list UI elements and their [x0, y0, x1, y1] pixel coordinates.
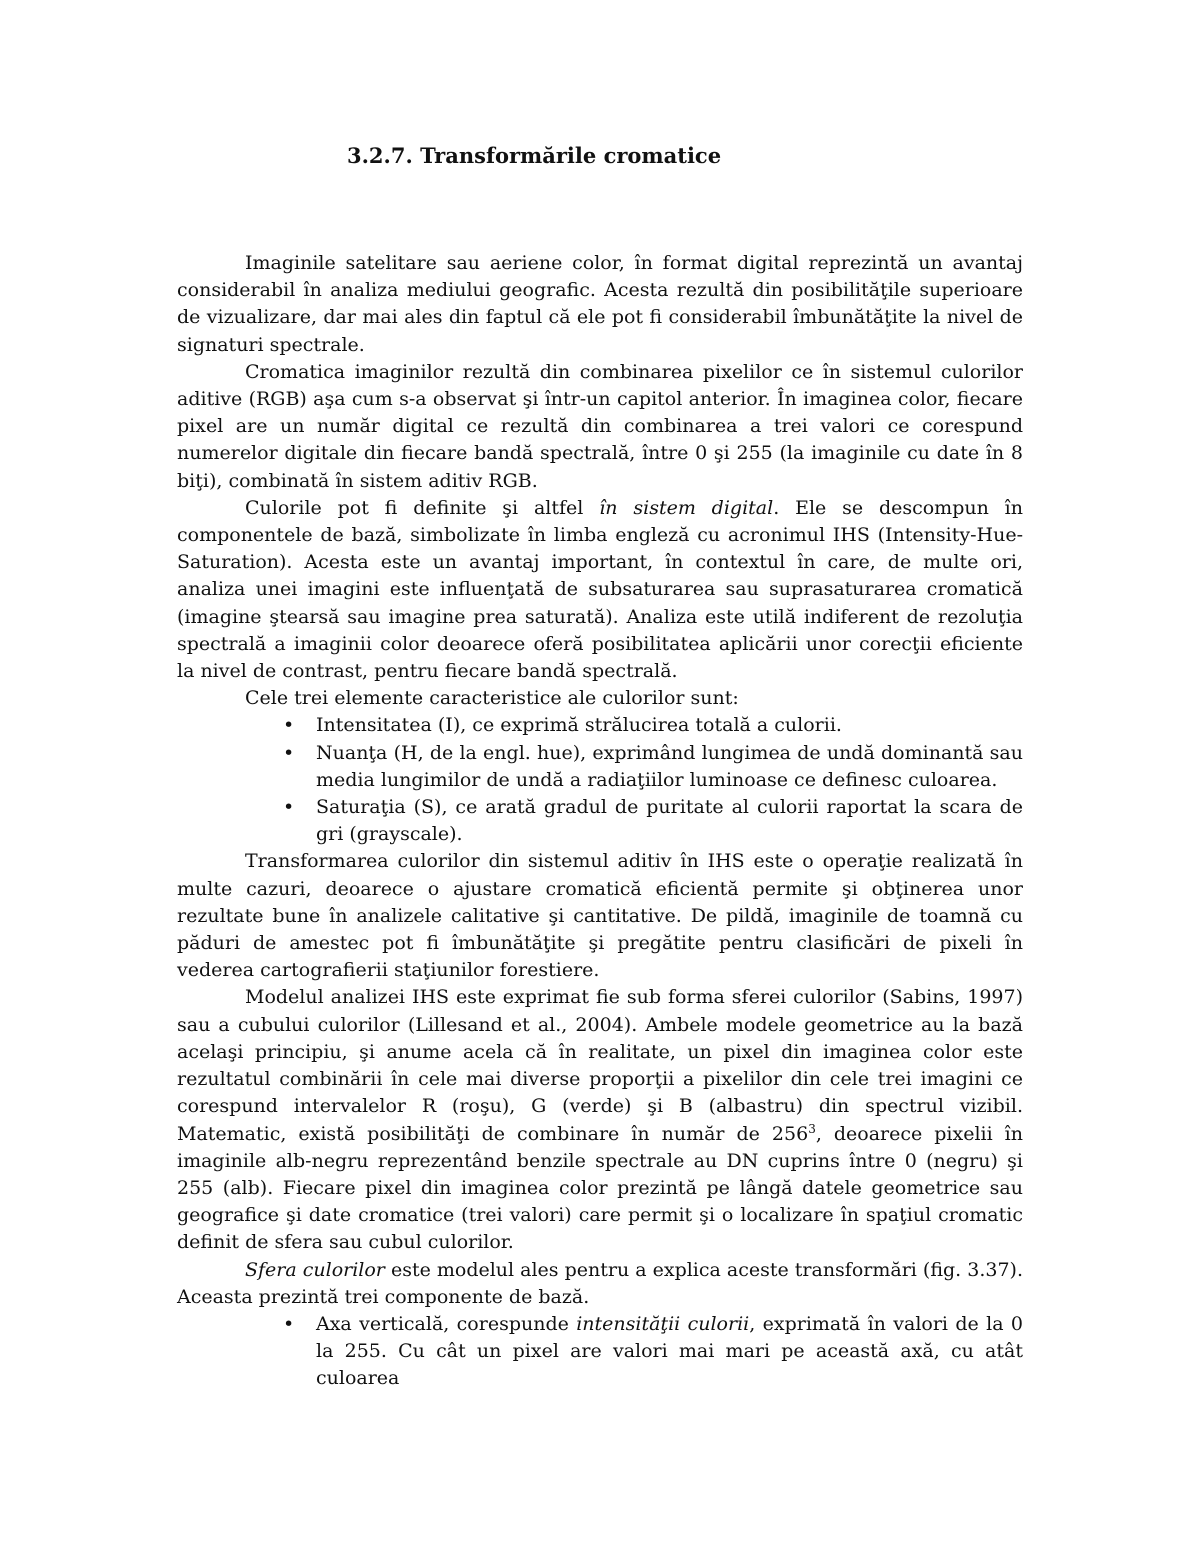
list-item-text: , exprimată în valori de la 0 la 255. Cu cât un pixel are valori mai mari pe această axă, cu atât culoarea	[316, 1312, 1023, 1390]
paragraph-elemente: Cele trei elemente caracteristice ale culorilor sunt:	[245, 687, 739, 710]
paragraph-culorile	[177, 495, 1023, 685]
section-heading: 3.2.7. Transformările cromatice	[347, 143, 722, 168]
list-item-text: Nuanţa (H, de la engl. hue), exprimând lungimea de undă dominantă sau media lungimilor de undă a radiaţiilor luminoase ce definesc culoarea.	[316, 741, 1023, 791]
paragraph-intro: Imaginile satelitare sau aeriene color, în format digital reprezintă un avantaj considerabil în analiza mediului geografic. Acesta rezultă din posibilităţile superioare de vizualizare, dar mai ales din faptul că ele pot fi considerabil îmbunătăţite la nivel de signaturi spectrale.	[177, 252, 1023, 356]
paragraph-cromatica: Cromatica imaginilor rezultă din combinarea pixelilor ce în sistemul culorilor aditive (RGB) aşa cum s-a observat şi într-un capitol anterior. În imaginea color, fiecare pixel are un număr digital ce rezultă din combinarea a trei valori ce corespund numerelor digitale din fiecare bandă spectrală, între 0 şi 255 (la imaginile cu date în 8 biţi), combinată în sistem aditiv RGB.	[177, 360, 1023, 492]
paragraph-sfera	[177, 1257, 1023, 1311]
paragraph-transformarea: Transformarea culorilor din sistemul aditiv în IHS este o operaţie realizată în multe cazuri, deoarece o ajustare cromatică eficientă permite şi obţinerea unor rezultate bune în analizele calitative şi cantitative. De pildă, imaginile de toamnă cu păduri de amestec pot fi îmbunătăţite şi pregătite pentru clasificări de pixeli în vederea cartografierii staţiunilor forestiere.	[177, 850, 1023, 982]
superscript: 3	[808, 1121, 816, 1136]
paragraph-modelul	[177, 984, 1023, 1256]
italic-term: Sfera culorilor	[245, 1258, 385, 1281]
list-item-text: Axa verticală, corespunde	[316, 1312, 577, 1335]
italic-term: intensităţii culorii	[576, 1312, 750, 1335]
list-item	[283, 740, 1023, 794]
bullet-list-components	[177, 712, 1023, 848]
paragraph-text: , deoarece pixelii în imaginile alb-negru reprezentând benzile spectrale au DN cuprins între 0 (negru) şi 255 (alb). Fiecare pixel din imaginea color prezintă pe lângă datele geometrice sau geografice şi date cromatice (trei valori) care permit şi o localizare în spaţiul cromatic definit de sfera sau cubul culorilor.	[177, 1122, 1023, 1254]
bullet-list-axes	[177, 1311, 1023, 1393]
paragraph-text: Culorile pot fi definite şi altfel	[245, 496, 600, 519]
list-item	[283, 1311, 1023, 1393]
paragraph-text: este modelul ales pentru a explica aceste transformări (fig. 3.37). Aceasta prezintă trei componente de bază.	[177, 1258, 1023, 1308]
list-item-text: Saturaţia (S), ce arată gradul de puritate al culorii raportat la scara de gri (grayscale).	[316, 796, 1023, 846]
bullet-icon: •	[283, 741, 295, 764]
list-item	[283, 712, 1023, 739]
list-item-text: Intensitatea (I), ce exprimă strălucirea totală a culorii.	[316, 714, 842, 737]
italic-term: în sistem digital	[599, 496, 774, 519]
bullet-icon: •	[283, 796, 295, 819]
bullet-icon: •	[283, 1312, 295, 1335]
list-item	[283, 794, 1023, 848]
paragraph-text: . Ele se descompun în componentele de bază, simbolizate în limba engleză cu acronimul IHS (Intensity-Hue-Saturation). Acesta este un avantaj important, în contextul în care, de multe ori, analiza unei imagini este influenţată de subsaturarea sau suprasaturarea cromatică (imagine ştearsă sau imagine prea saturată). Analiza este utilă indiferent de rezoluţia spectrală a imaginii color deoarece oferă posibilitatea aplicării unor corecţii eficiente la nivel de contrast, pentru fiecare bandă spectrală.	[177, 496, 1023, 683]
paragraph-text: Modelul analizei IHS este exprimat fie sub forma sferei culorilor (Sabins, 1997) sau a cubului culorilor (Lillesand et al., 2004). Ambele modele geometrice au la bază acelaşi principiu, şi anume acela că în realitate, un pixel din imaginea color este rezultatul combinării în cele mai diverse proporţii a pixelilor din cele trei imagini ce corespund intervalelor R (roşu), G (verde) şi B (albastru) din spectrul vizibil. Matematic, există posibilităţi de combinare în număr de 256	[177, 986, 1023, 1145]
bullet-icon: •	[283, 714, 295, 737]
document-body	[177, 250, 1023, 1393]
